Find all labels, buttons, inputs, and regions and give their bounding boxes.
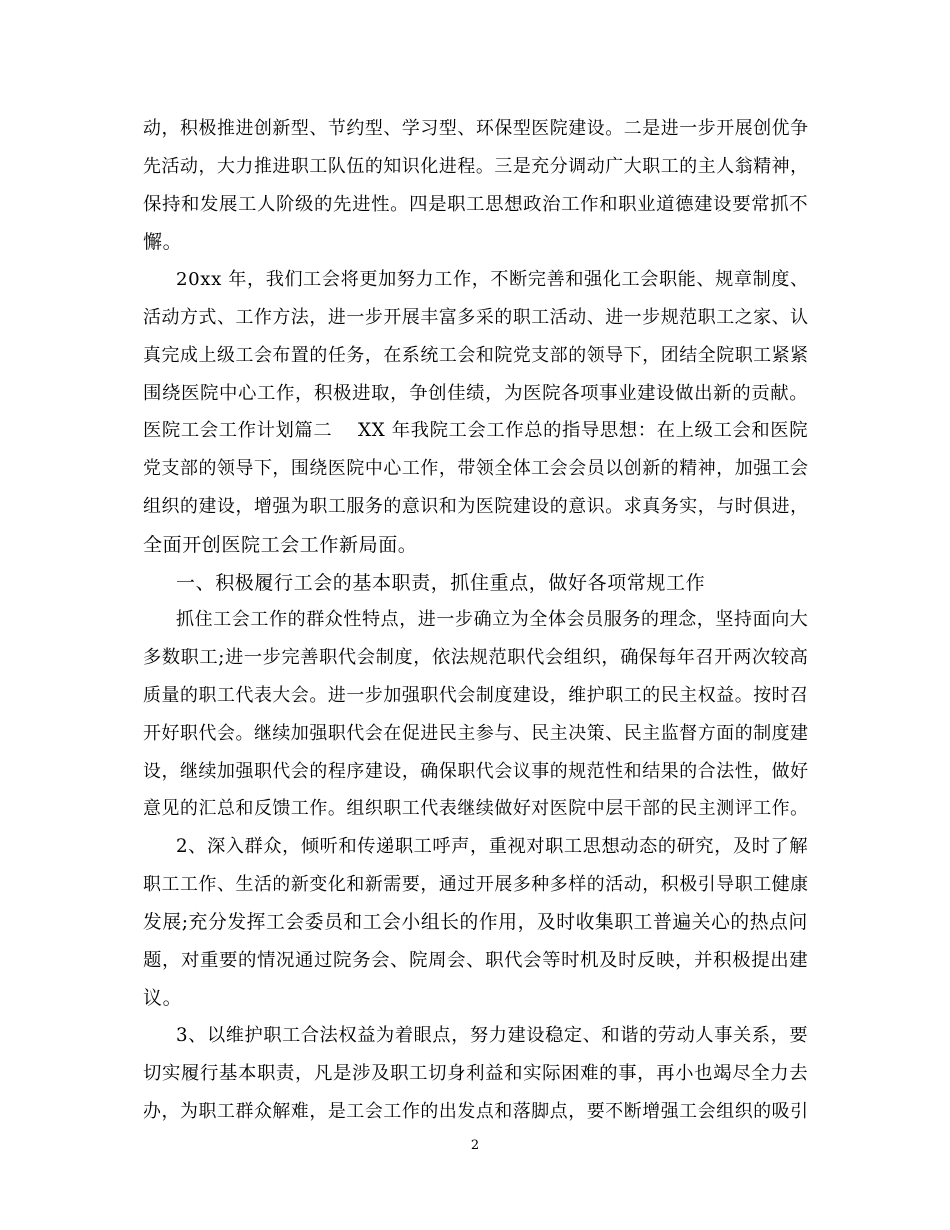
text-line: 3、以维护职工合法权益为着眼点，努力建设稳定、和谐的劳动人事关系，要 (176, 1025, 809, 1047)
text-line: 抓住工会工作的群众性特点，进一步确立为全体会员服务的理念，坚持面向大 (176, 609, 809, 631)
text-line: 发展;充分发挥工会委员和工会小组长的作用，及时收集职工普遍关心的热点问 (143, 911, 808, 933)
text-line: 活动方式、工作方法，进一步开展丰富多采的职工活动、进一步规范职工之家、认 (143, 307, 809, 328)
text-line: 多数职工;进一步完善职代会制度，依法规范职代会组织，确保每年召开两次较高 (143, 647, 809, 669)
text-line: 开好职代会。继续加强职代会在促进民主参与、民主决策、民主监督方面的制度建 (143, 722, 809, 744)
text-line: 切实履行基本职责，凡是涉及职工切身利益和实际困难的事，再小也竭尽全力去 (143, 1063, 809, 1084)
text-line: 20xx 年，我们工会将更加努力工作，不断完善和强化工会职能、规章制度、 (176, 269, 809, 291)
text-line: 意见的汇总和反馈工作。组织职工代表继续做好对医院中层干部的民主测评工作。 (143, 798, 809, 820)
text-line: 先活动，大力推进职工队伍的知识化进程。三是充分调动广大职工的主人翁精神， (143, 155, 809, 177)
text-line: 全面开创医院工会工作新局面。 (143, 533, 418, 556)
text-line: 2、深入群众，倾听和传递职工呼声，重视对职工思想动态的研究，及时了解 (176, 836, 809, 858)
page-number: 2 (470, 1137, 480, 1153)
text-line: 办，为职工群众解难，是工会工作的出发点和落脚点，要不断增强工会组织的吸引 (143, 1100, 809, 1122)
text-line: 懈。 (143, 231, 183, 254)
text-line: 围绕医院中心工作，积极进取，争创佳绩，为医院各项事业建设做出新的贡献。 (143, 382, 809, 404)
subheading-line: 一、积极履行工会的基本职责，抓住重点，做好各项常规工作 (176, 571, 706, 594)
section-heading-line: 医院工会工作计划篇二 XX 年我院工会工作总的指导思想：在上级工会和医院 (143, 420, 809, 442)
text-line: 保持和发展工人阶级的先进性。四是职工思想政治工作和职业道德建设要常抓不 (143, 193, 809, 215)
text-line: 真完成上级工会布置的任务，在系统工会和院党支部的领导下，团结全院职工紧紧 (143, 344, 809, 366)
text-line: 党支部的领导下，围绕医院中心工作，带领全体工会会员以创新的精神，加强工会 (143, 458, 809, 480)
text-line: 议。 (143, 987, 183, 1010)
text-line: 职工工作、生活的新变化和新需要，通过开展多种多样的活动，积极引导职工健康 (143, 874, 809, 895)
text-line: 设，继续加强职代会的程序建设，确保职代会议事的规范性和结果的合法性，做好 (143, 760, 809, 782)
text-line: 动，积极推进创新型、节约型、学习型、环保型医院建设。二是进一步开展创优争 (143, 118, 809, 139)
text-line: 质量的职工代表大会。进一步加强职代会制度建设，维护职工的民主权益。按时召 (143, 685, 809, 706)
text-line: 组织的建设，增强为职工服务的意识和为医院建设的意识。求真务实，与时俱进， (143, 496, 809, 517)
text-line: 题，对重要的情况通过院务会、院周会、职代会等时机及时反映，并积极提出建 (143, 949, 809, 971)
